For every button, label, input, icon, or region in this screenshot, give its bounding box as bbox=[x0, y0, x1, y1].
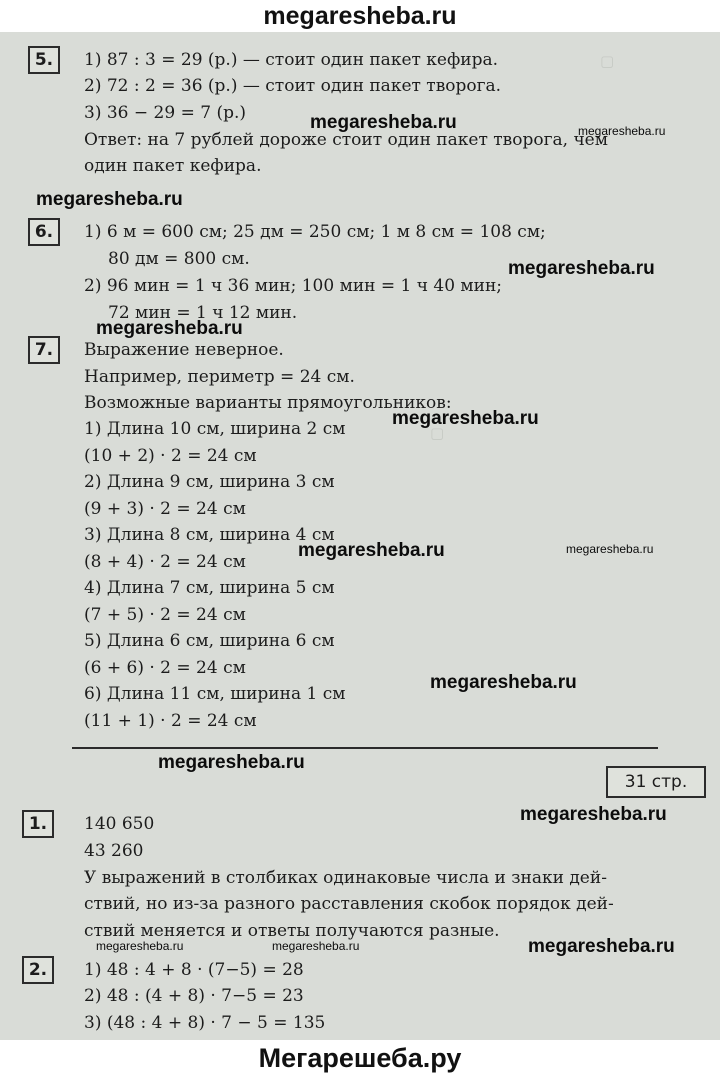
task-line: 5) Длина 6 см, ширина 6 см bbox=[84, 631, 335, 651]
task-line: 140 650 bbox=[84, 814, 155, 834]
task-line: 6) Длина 11 см, ширина 1 см bbox=[84, 684, 346, 704]
task-number-box: 5. bbox=[28, 46, 60, 74]
task-line: (9 + 3) · 2 = 24 см bbox=[84, 499, 246, 519]
watermark: megaresheba.ru bbox=[310, 112, 457, 133]
bleed-through-box: ▢ bbox=[430, 424, 445, 442]
task-line: 2) 72 : 2 = 36 (р.) — стоит один пакет творога. bbox=[84, 76, 502, 96]
task-line: (6 + 6) · 2 = 24 см bbox=[84, 658, 246, 678]
task-line: (7 + 5) · 2 = 24 см bbox=[84, 605, 246, 625]
page-scan bbox=[0, 32, 720, 1040]
task-line: Ответ: на 7 рублей дороже стоит один пакет творога, чем bbox=[84, 130, 608, 150]
task-line: ствий меняется и ответы получаются разные. bbox=[84, 921, 500, 941]
task-line: 1) 87 : 3 = 29 (р.) — стоит один пакет кефира. bbox=[84, 50, 499, 70]
task-line: 43 260 bbox=[84, 841, 144, 861]
task-line: 72 мин = 1 ч 12 мин. bbox=[108, 303, 298, 323]
watermark: megaresheba.ru bbox=[298, 540, 445, 561]
page-number-label: 31 стр. bbox=[606, 766, 706, 798]
task-line: 80 дм = 800 см. bbox=[108, 249, 250, 269]
task-number-box: 7. bbox=[28, 336, 60, 364]
site-header-title[interactable]: megaresheba.ru bbox=[0, 0, 720, 32]
task-line: 3) 36 − 29 = 7 (р.) bbox=[84, 103, 246, 123]
task-line: Выражение неверное. bbox=[84, 340, 284, 360]
task-line: 1) 48 : 4 + 8 · (7−5) = 28 bbox=[84, 960, 304, 980]
watermark: megaresheba.ru bbox=[566, 542, 654, 556]
task-line: 2) Длина 9 см, ширина 3 см bbox=[84, 472, 335, 492]
task-line: (10 + 2) · 2 = 24 см bbox=[84, 446, 257, 466]
task-line: 1) Длина 10 см, ширина 2 см bbox=[84, 419, 346, 439]
task-line: 3) (48 : 4 + 8) · 7 − 5 = 135 bbox=[84, 1013, 326, 1033]
watermark: megaresheba.ru bbox=[96, 318, 243, 339]
task-line: 2) 96 мин = 1 ч 36 мин; 100 мин = 1 ч 40 мин; bbox=[84, 276, 503, 296]
task-line: У выражений в столбиках одинаковые числа и знаки дей- bbox=[84, 868, 607, 888]
task-line: 4) Длина 7 см, ширина 5 см bbox=[84, 578, 335, 598]
site-footer-title[interactable]: Мегарешеба.ру bbox=[0, 1040, 720, 1076]
task-line: 2) 48 : (4 + 8) · 7−5 = 23 bbox=[84, 986, 304, 1006]
task-number-box: 2. bbox=[22, 956, 54, 984]
task-line: Например, периметр = 24 см. bbox=[84, 367, 355, 387]
watermark: megaresheba.ru bbox=[96, 939, 184, 953]
task-line: 1) 6 м = 600 см; 25 дм = 250 см; 1 м 8 см = 108 см; bbox=[84, 222, 546, 242]
task-line: один пакет кефира. bbox=[84, 156, 262, 176]
task-line: Возможные варианты прямоугольников: bbox=[84, 393, 452, 413]
task-number-box: 6. bbox=[28, 218, 60, 246]
watermark: megaresheba.ru bbox=[508, 258, 655, 279]
task-line: ствий, но из-за разного расставления скобок порядок дей- bbox=[84, 894, 614, 914]
bleed-through-box: ▢ bbox=[600, 52, 615, 70]
watermark: megaresheba.ru bbox=[430, 672, 577, 693]
section-divider bbox=[72, 747, 658, 749]
watermark: megaresheba.ru bbox=[578, 124, 666, 138]
watermark: megaresheba.ru bbox=[272, 939, 360, 953]
watermark: megaresheba.ru bbox=[392, 408, 539, 429]
watermark: megaresheba.ru bbox=[528, 936, 675, 957]
task-line: (8 + 4) · 2 = 24 см bbox=[84, 552, 246, 572]
task-line: 3) Длина 8 см, ширина 4 см bbox=[84, 525, 335, 545]
watermark: megaresheba.ru bbox=[158, 752, 305, 773]
task-line: (11 + 1) · 2 = 24 см bbox=[84, 711, 257, 731]
task-number-box: 1. bbox=[22, 810, 54, 838]
watermark: megaresheba.ru bbox=[36, 189, 183, 210]
watermark: megaresheba.ru bbox=[520, 804, 667, 825]
